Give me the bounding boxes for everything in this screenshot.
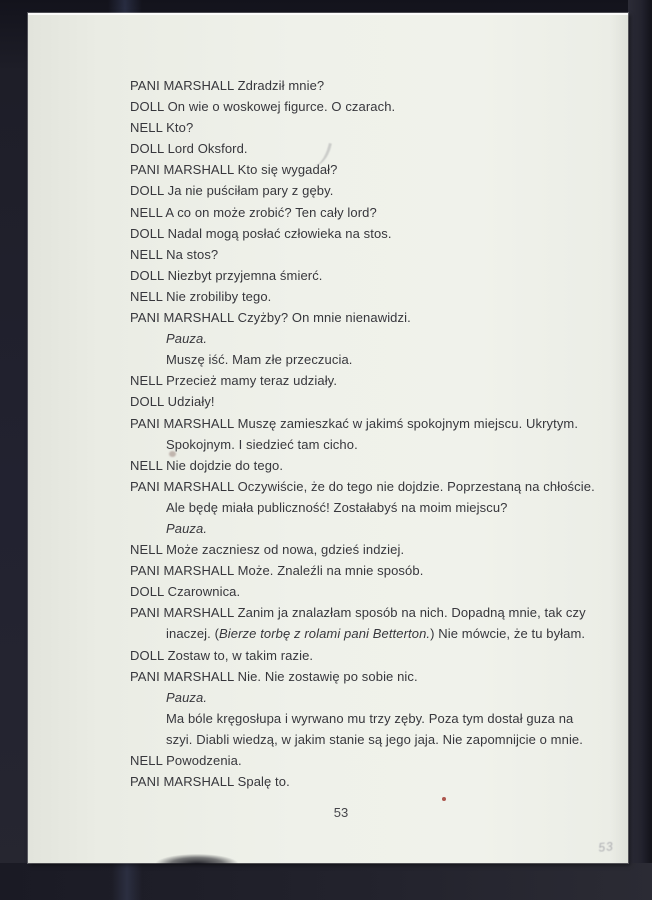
script-line	[130, 328, 600, 349]
script-line	[130, 391, 600, 412]
script-line	[130, 455, 600, 476]
script-line	[130, 476, 600, 497]
dialogue-text: DOLL Zostaw to, w takim razie.	[130, 647, 314, 663]
dialogue-text: PANI MARSHALL Nie. Nie zostawię po sobie nic.	[130, 668, 418, 684]
script-line	[130, 434, 600, 455]
script-line	[130, 687, 600, 708]
stage-direction-text: Pauza.	[166, 331, 208, 347]
script-line	[130, 75, 600, 96]
dialogue-text: PANI MARSHALL Może. Znaleźli na mnie sposób.	[130, 563, 424, 579]
script-line	[130, 96, 600, 117]
script-line	[130, 370, 600, 391]
page-edge-smudge	[156, 854, 238, 864]
scanned-script-page	[28, 13, 628, 863]
script-line	[130, 623, 600, 644]
dialogue-text: NELL Nie dojdzie do tego.	[130, 457, 284, 473]
script-line	[130, 602, 600, 623]
script-line	[130, 202, 600, 223]
scan-streak-bottom	[112, 860, 142, 900]
stage-direction-text: Pauza.	[166, 689, 208, 705]
script-line	[130, 750, 600, 771]
dialogue-text: DOLL Udziały!	[130, 394, 215, 410]
script-line	[130, 117, 600, 138]
script-line	[130, 729, 600, 750]
dialogue-text: NELL Nie zrobiliby tego.	[130, 288, 272, 304]
script-line	[130, 413, 600, 434]
dialogue-text: inaczej. (	[166, 626, 220, 642]
script-line	[130, 307, 600, 328]
dialogue-text: DOLL Nadal mogą posłać człowieka na stos.	[130, 225, 392, 241]
dialogue-text: DOLL Lord Oksford.	[130, 141, 248, 157]
script-line	[130, 286, 600, 307]
dialogue-text: PANI MARSHALL Zanim ja znalazłam sposób na nich. Dopadną mnie, tak czy	[130, 605, 586, 621]
dialogue-text: PANI MARSHALL Zdradził mnie?	[130, 78, 325, 93]
script-line	[130, 771, 600, 792]
dialogue-text: NELL Kto?	[130, 120, 194, 136]
script-line	[130, 265, 600, 286]
dialogue-text: DOLL Niezbyt przyjemna śmierć.	[130, 267, 323, 283]
dialogue-text: NELL Powodzenia.	[130, 753, 242, 768]
script-line	[130, 223, 600, 244]
background-bottom-band	[0, 863, 652, 900]
dialogue-text: Ma bóle kręgosłupa i wyrwano mu trzy zęby. Poza tym dostał guza na	[166, 710, 574, 726]
dialogue-text: Spokojnym. I siedzieć tam cicho.	[166, 436, 358, 452]
dialogue-text: DOLL On wie o woskowej figurce. O czarach.	[130, 99, 396, 115]
script-line	[130, 244, 600, 265]
red-dot-artifact	[442, 797, 446, 801]
stage-direction-text: Bierze torbę z rolami pani Betterton.	[219, 626, 431, 642]
pencil-page-annotation: 53	[597, 839, 615, 855]
script-line	[130, 518, 600, 539]
script-line	[130, 138, 600, 159]
script-line	[130, 645, 600, 666]
script-line	[130, 497, 600, 518]
dialogue-text: DOLL Ja nie puściłam pary z gęby.	[130, 183, 334, 199]
dialogue-text: PANI MARSHALL Muszę zamieszkać w jakimś spokojnym miejscu. Ukrytym.	[130, 415, 579, 431]
scan-streak-top	[108, 0, 142, 14]
dialogue-text: Ale będę miała publiczność! Zostałabyś na moim miejscu?	[166, 499, 508, 515]
script-line	[130, 581, 600, 602]
dialogue-text: PANI MARSHALL Oczywiście, że do tego nie dojdzie. Poprzestaną na chłoście.	[130, 478, 595, 494]
script-line	[130, 539, 600, 560]
dialogue-text: PANI MARSHALL Czyżby? On mnie nienawidzi.	[130, 310, 411, 326]
dialogue-text: Muszę iść. Mam złe przeczucia.	[166, 352, 353, 368]
dialogue-text: NELL Przecież mamy teraz udziały.	[130, 373, 338, 389]
dialogue-text: szyi. Diabli wiedzą, w jakim stanie są jego jaja. Nie zapomnijcie o mnie.	[166, 731, 583, 747]
dialogue-text: PANI MARSHALL Kto się wygadał?	[130, 162, 338, 178]
dialogue-text: NELL Może zaczniesz od nowa, gdzieś indziej.	[130, 542, 405, 558]
script-line	[130, 560, 600, 581]
page-number: 53	[333, 805, 349, 820]
dialogue-text: NELL Na stos?	[130, 246, 219, 262]
dialogue-text: PANI MARSHALL Spalę to.	[130, 774, 290, 790]
dialogue-text: ) Nie mówcie, że tu byłam.	[430, 626, 586, 642]
script-lines	[130, 75, 600, 792]
dialogue-text: NELL A co on może zrobić? Ten cały lord?	[130, 204, 377, 220]
script-line	[130, 349, 600, 370]
script-line	[130, 708, 600, 729]
script-line	[130, 666, 600, 687]
stage-direction-text: Pauza.	[166, 520, 208, 536]
script-line	[130, 159, 600, 180]
background-right-band	[628, 0, 652, 900]
dialogue-text: DOLL Czarownica.	[130, 584, 241, 600]
script-line	[130, 180, 600, 201]
